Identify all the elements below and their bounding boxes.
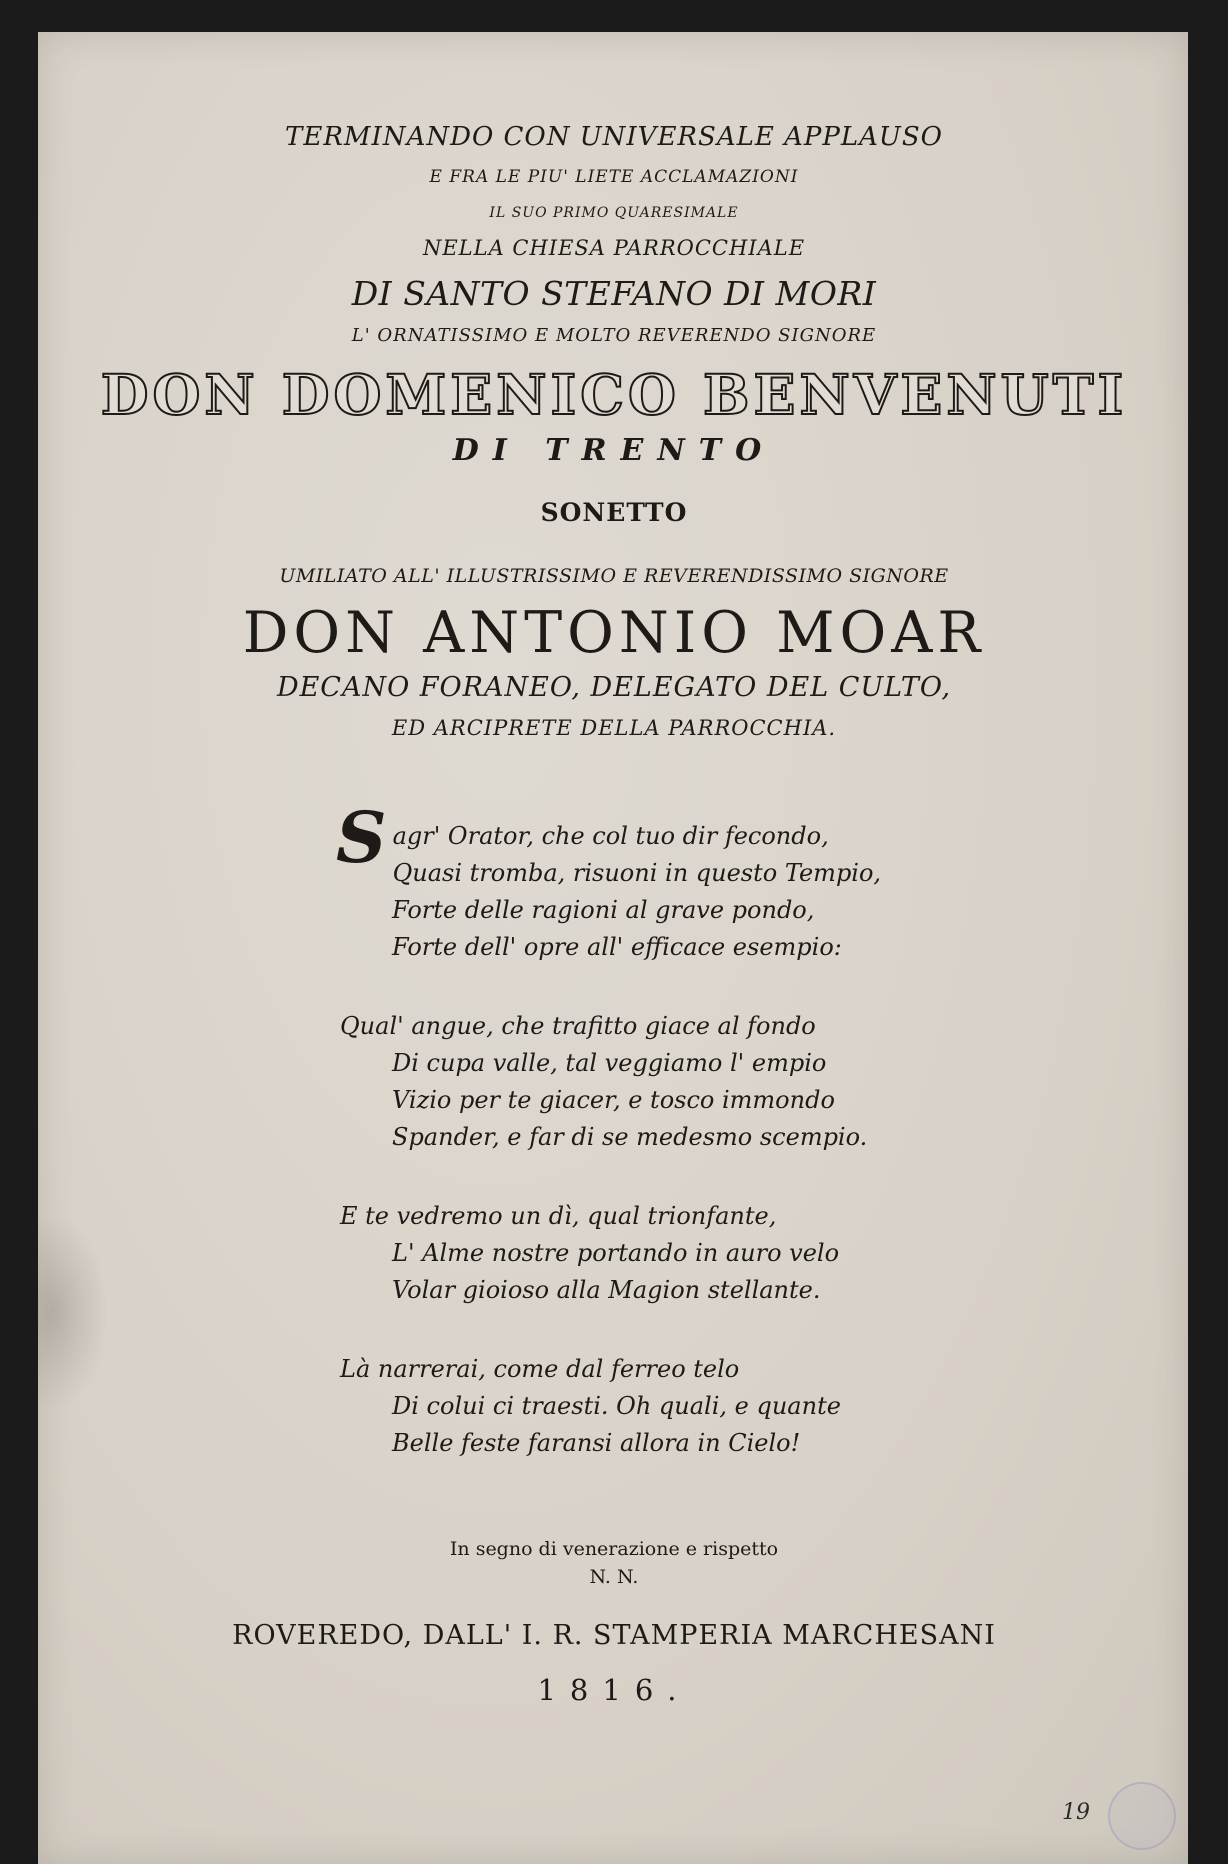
- verse: Spander, e far di se medesmo scempio.: [392, 1123, 868, 1151]
- dedicatee-name: DON ANTONIO MOAR: [242, 600, 986, 666]
- verse: Quasi tromba, risuoni in questo Tempio,: [392, 859, 882, 887]
- verse: Belle feste faransi allora in Cielo!: [392, 1429, 801, 1457]
- closing-line: In segno di venerazione e rispetto: [449, 1538, 779, 1560]
- stanza-4: [340, 1351, 881, 1462]
- drop-cap: S: [336, 796, 387, 879]
- verse: Qual' angue, che trafitto giace al fondo: [340, 1012, 816, 1040]
- library-stamp-icon: [1108, 1782, 1176, 1850]
- verse: Sagr' Orator, che col tuo dir fecondo,: [336, 796, 829, 879]
- preacher-name: DON DOMENICO BENVENUTI: [100, 362, 1128, 427]
- verse: L' Alme nostre portando in auro velo: [392, 1239, 840, 1267]
- verse: Volar gioioso alla Magion stellante.: [392, 1276, 821, 1304]
- verse: Forte dell' opre all' efficace esempio:: [392, 933, 842, 961]
- heading-line-5: DI SANTO STEFANO DI MORI: [351, 274, 877, 313]
- stanza-2: [340, 1008, 881, 1156]
- signature-initials: N. N.: [589, 1566, 639, 1588]
- heading-line-8: DI TRENTO: [452, 433, 776, 468]
- heading-line-1: TERMINANDO CON UNIVERSALE APPLAUSO: [285, 122, 943, 152]
- heading-line-2: E FRA LE PIU' LIETE ACCLAMAZIONI: [429, 167, 799, 187]
- heading-line-6: L' ORNATISSIMO E MOLTO REVERENDO SIGNORE: [351, 325, 877, 346]
- imprint-year: 1816.: [537, 1673, 691, 1707]
- stanza-3: [340, 1198, 881, 1309]
- verse: Là narrerai, come dal ferreo telo: [340, 1355, 740, 1383]
- heading-line-3: IL SUO PRIMO QUARESIMALE: [489, 205, 739, 221]
- sonnet-body: [336, 796, 882, 1504]
- stanza-1: [336, 796, 882, 966]
- verse: E te vedremo un dì, qual trionfante,: [340, 1202, 777, 1230]
- heading-line-4: NELLA CHIESA PARROCCHIALE: [422, 236, 806, 260]
- imprint-line: ROVEREDO, DALL' I. R. STAMPERIA MARCHESANI: [232, 1620, 996, 1651]
- verse: Forte delle ragioni al grave pondo,: [392, 896, 815, 924]
- dedicatee-title-2: ED ARCIPRETE DELLA PARROCCHIA.: [391, 716, 837, 740]
- dedicatee-title-1: DECANO FORANEO, DELEGATO DEL CULTO,: [276, 672, 952, 703]
- water-stain: [38, 1212, 108, 1412]
- verse: Di cupa valle, tal veggiamo l' empio: [392, 1049, 827, 1077]
- verse: Vizio per te giacer, e tosco immondo: [392, 1086, 835, 1114]
- shelfmark: 19: [1062, 1800, 1090, 1825]
- sonnet-label: SONETTO: [540, 498, 688, 527]
- dedication-line: UMILIATO ALL' ILLUSTRISSIMO E REVERENDISSIMO SIGNORE: [279, 565, 949, 587]
- verse: Di colui ci traesti. Oh quali, e quante: [392, 1392, 841, 1420]
